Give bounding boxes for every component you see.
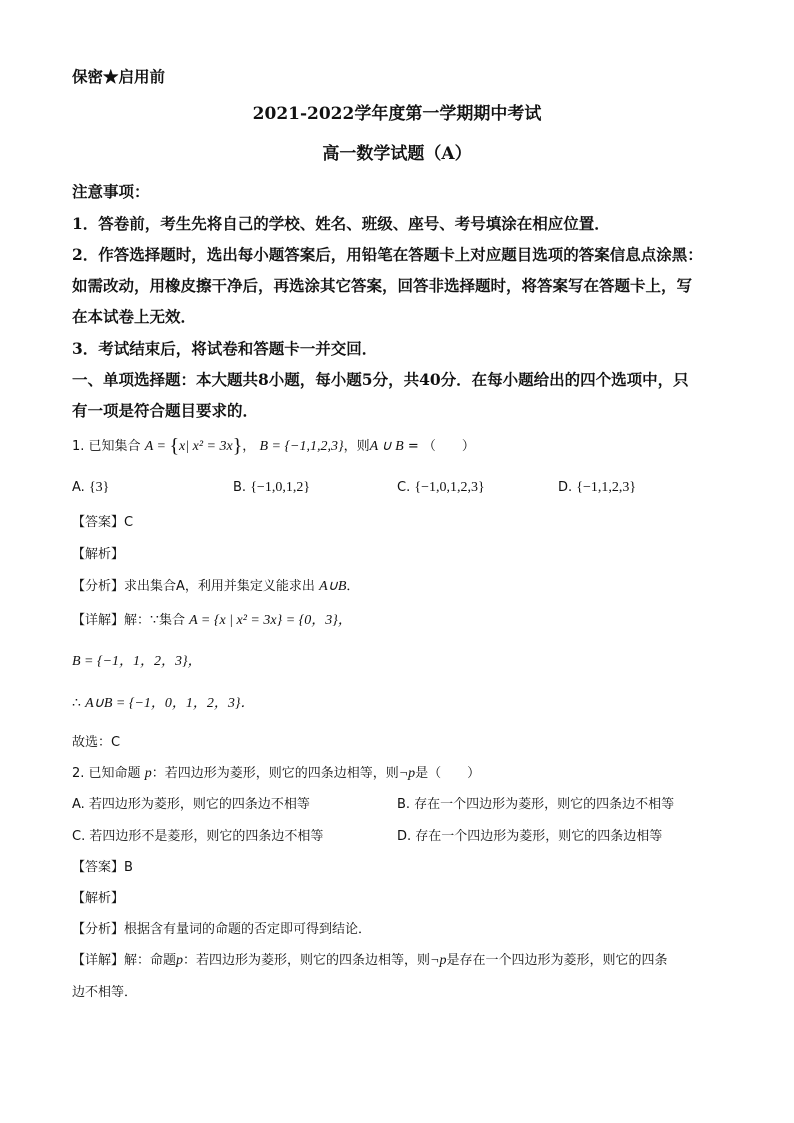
q1-option-a-label: A.: [72, 480, 85, 495]
q1-option-a-value: {3}: [88, 480, 110, 495]
q2-p: p: [144, 766, 152, 781]
q2-detail-negp: ¬p: [430, 953, 447, 968]
q1-set-a-label: A =: [144, 439, 170, 454]
subject-title: 高一数学试题（A）: [322, 144, 472, 164]
q2-detail-text-2: ：若四边形为菱形，则它的四条边相等，则: [183, 953, 431, 968]
q1-detail-text: 解：: [124, 613, 151, 628]
q1-detail-set: 集合: [158, 613, 185, 628]
q2-negp: ¬p: [398, 766, 416, 781]
q1-option-a: [72, 478, 109, 498]
q1-fenxi: [72, 577, 359, 597]
q2-answer: 【答案】B: [72, 860, 133, 875]
q1-choose: 故选：C: [72, 735, 121, 750]
q1-option-b-value: {−1,0,1,2}: [250, 480, 311, 495]
q1-detail-set-a: A = {x | x² = 3x} = {0，3}，: [189, 613, 352, 628]
q1-fenxi-label: 【分析】: [72, 579, 125, 594]
question-1: [72, 436, 475, 457]
q1-option-b: [233, 478, 310, 498]
confidential-label: 保密★启用前: [72, 67, 166, 86]
q2-detail-text-3: 是存在一个四边形为菱形，则它的四条: [446, 953, 668, 968]
q2-detail-p: p: [176, 953, 184, 968]
section-1-line-1: 一、单项选择题：本大题共8小题，每小题5分，共40分．在每小题给出的四个选项中，只: [72, 370, 689, 389]
q2-option-b: B. 存在一个四边形为菱形，则它的四条边不相等: [397, 797, 675, 812]
q1-comma: ，: [242, 439, 256, 454]
q1-detail: [72, 611, 352, 631]
note-2-line-2: 如需改动，用橡皮擦干净后，再选涂其它答案，回答非选择题时，将答案写在答题卡上，写: [72, 276, 693, 295]
q1-option-c-label: C.: [397, 480, 411, 495]
because-symbol: ∵: [150, 613, 159, 628]
q2-detail-line-2: 边不相等．: [72, 985, 138, 1000]
q1-fenxi-end: ．: [346, 579, 360, 594]
q2-tail: 是（ ）: [415, 766, 481, 781]
right-brace-glyph: }: [232, 435, 243, 457]
q1-set-a-body: x| x² = 3x: [179, 439, 233, 454]
q1-fenxi-text: 求出集合A，利用并集定义能求出: [124, 579, 315, 594]
q1-detail-label: 【详解】: [72, 613, 125, 628]
q1-detail-set-b: B = {−1，1，2，3}，: [72, 654, 202, 669]
q2-body: ：若四边形为菱形，则它的四条边相等，则: [151, 766, 399, 781]
question-2: [72, 764, 480, 784]
q2-option-c: C. 若四边形不是菱形，则它的四条边不相等: [72, 829, 324, 844]
q2-detail: [72, 951, 668, 971]
left-brace-glyph: {: [169, 435, 180, 457]
therefore-symbol: ∴: [72, 696, 81, 711]
q1-option-d-label: D.: [558, 480, 573, 495]
q2-fenxi-text: 根据含有量词的命题的否定即可得到结论．: [124, 922, 372, 937]
q2-analysis-heading: 【解析】: [72, 891, 125, 906]
q1-option-c-value: {−1,0,1,2,3}: [414, 480, 485, 495]
q1-detail-union: A∪B = {−1，0，1，2，3}．: [85, 696, 255, 711]
q1-prefix: 1. 已知集合: [72, 439, 141, 454]
note-3: 3．考试结束后，将试卷和答题卡一并交回．: [72, 339, 378, 358]
q1-option-d: [558, 478, 636, 498]
q2-option-d: D. 存在一个四边形为菱形，则它的四条边相等: [397, 829, 663, 844]
notes-heading: 注意事项：: [72, 182, 150, 201]
q1-option-d-value: {−1,1,2,3}: [576, 480, 637, 495]
q2-option-a: A. 若四边形为菱形，则它的四条边不相等: [72, 797, 310, 812]
note-1: 1．答卷前，考生先将自己的学校、姓名、班级、座号、考号填涂在相应位置．: [72, 214, 610, 233]
q1-set-b: B = {−1,1,2,3}: [259, 439, 344, 454]
q1-tail: = （ ）: [403, 439, 475, 454]
q1-option-c: [397, 478, 485, 498]
q2-fenxi: [72, 920, 371, 940]
note-2-line-3: 在本试卷上无效．: [72, 307, 197, 326]
q1-detail-union-line: [72, 694, 255, 714]
note-2-line-1: 2．作答选择题时，选出每小题答案后，用铅笔在答题卡上对应题目选项的答案信息点涂黑：: [72, 245, 703, 264]
q1-analysis-heading: 【解析】: [72, 547, 125, 562]
section-1-line-2: 有一项是符合题目要求的．: [72, 401, 259, 420]
q1-then: ，则: [343, 439, 370, 454]
q2-detail-text-1: 解：命题: [124, 953, 177, 968]
q1-option-b-label: B.: [233, 480, 247, 495]
q1-answer: 【答案】C: [72, 515, 134, 530]
q2-detail-label: 【详解】: [72, 953, 125, 968]
q2-prefix: 2. 已知命题: [72, 766, 141, 781]
q1-fenxi-expr: A∪B: [319, 579, 347, 594]
q1-detail-set-b-line: [72, 652, 202, 672]
exam-title: 2021-2022学年度第一学期期中考试: [252, 104, 542, 124]
q2-fenxi-label: 【分析】: [72, 922, 125, 937]
q1-expression: A ∪ B: [369, 439, 404, 454]
